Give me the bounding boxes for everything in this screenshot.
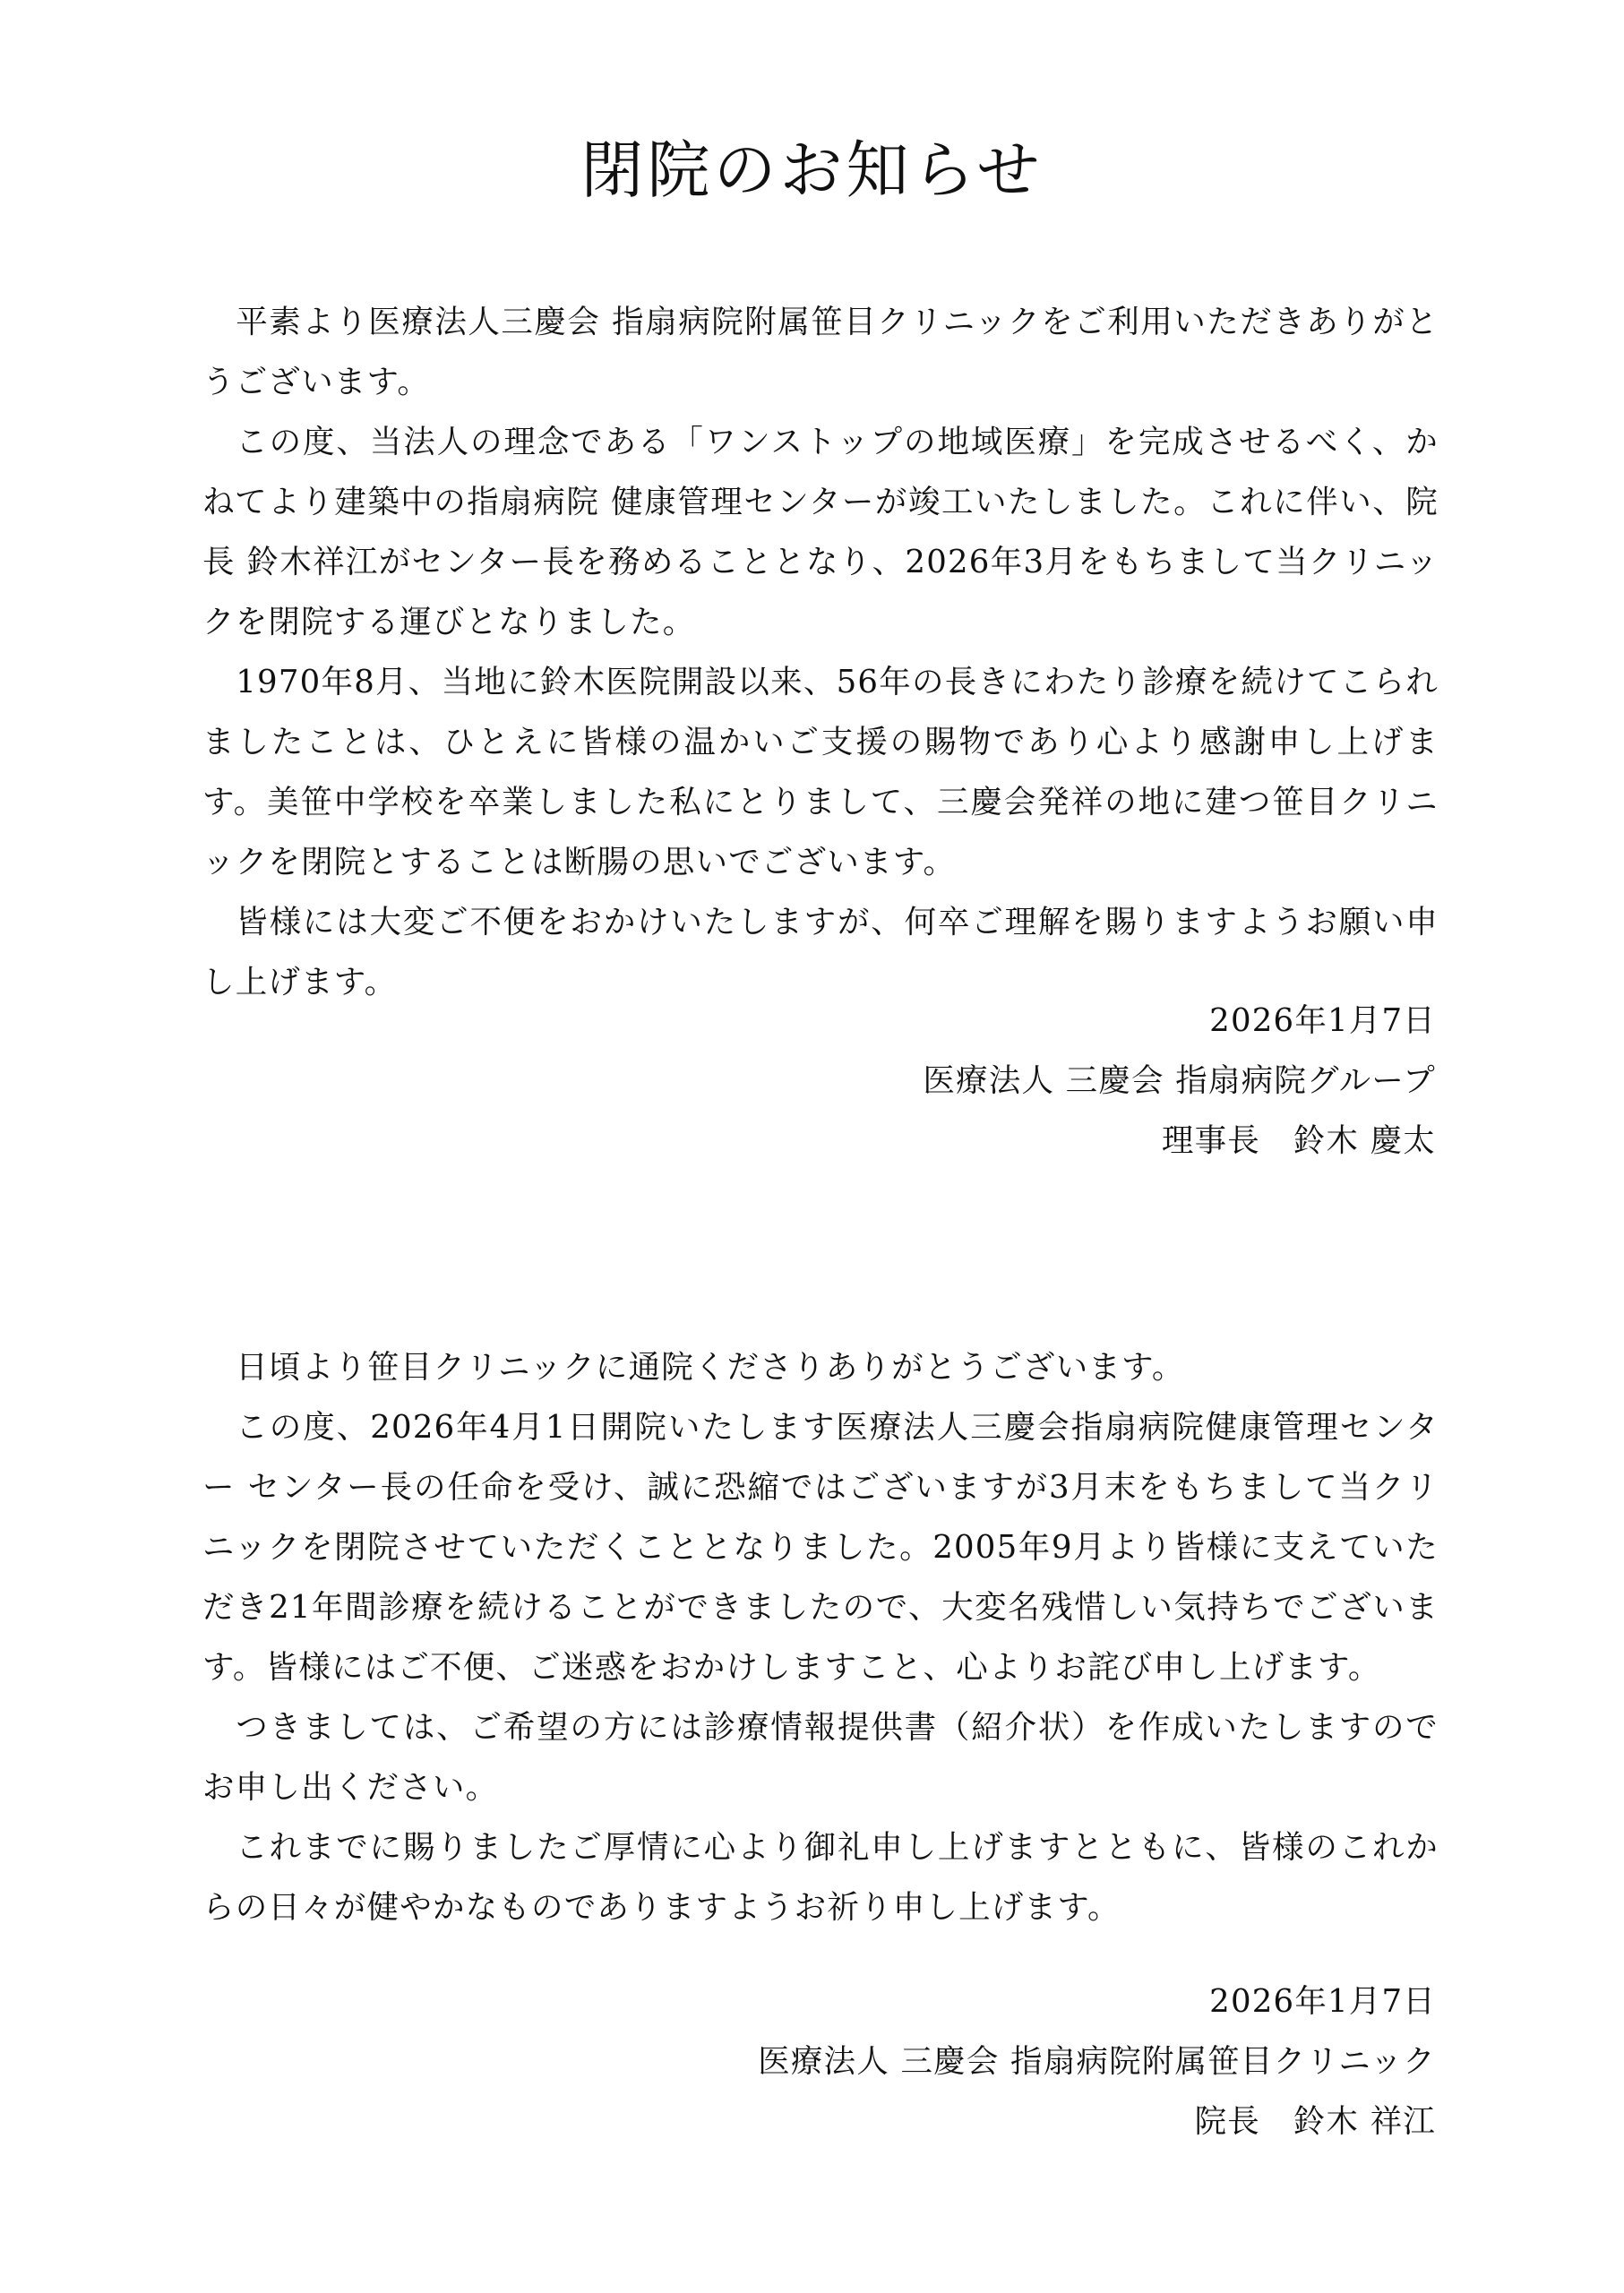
director-signature bbox=[361, 1971, 1436, 2151]
page-title: 閉院のお知らせ bbox=[580, 133, 1044, 207]
signature-date: 2026年1月7日 bbox=[1209, 1002, 1436, 1039]
paragraph: 皆様には大変ご不便をおかけいたしますが、何卒ご理解を賜りますようお願い申し上げます。 bbox=[202, 904, 1439, 1001]
signature-name: 院長 鈴木 祥江 bbox=[1194, 2103, 1436, 2140]
signature-name: 理事長 鈴木 慶太 bbox=[1161, 1122, 1436, 1159]
paragraph: この度、2026年4月1日開院いたします医療法人三慶会指扇病院健康管理センター センター長の任命を受け、誠に恐縮ではございますが3月末をもちまして当クリニックを閉院させていただくこととなりました。2005年9月より皆様に支えていただき21年間診療を続けることができましたので、大変名残惜しい気持ちでございます。皆様にはご不便、ご迷惑をおかけしますこと、心よりお詫び申し上げます。 bbox=[202, 1409, 1439, 1686]
chairman-signature bbox=[361, 991, 1436, 1171]
paragraph: この度、当法人の理念である「ワンストップの地域医療」を完成させるべく、かねてより建築中の指扇病院 健康管理センターが竣工いたしました。これに伴い、院長 鈴木祥江がセンター長を務めることとなり、2026年3月をもちまして当クリニックを閉院する運びとなりました。 bbox=[202, 424, 1439, 640]
paragraph: 日頃より笹目クリニックに通院くださりありがとうございます。 bbox=[236, 1349, 1185, 1386]
signature-organization: 医療法人 三慶会 指扇病院附属笹目クリニック bbox=[758, 2043, 1436, 2080]
paragraph: 1970年8月、当地に鈴木医院開設以来、56年の長きにわたり診療を続けてこられましたことは、ひとえに皆様の温かいご支援の賜物であり心より感謝申し上げます。美笹中学校を卒業しました私にとりまして、三慶会発祥の地に建つ笹目クリニックを閉院とすることは断腸の思いでございます。 bbox=[202, 664, 1439, 880]
paragraph: つきましては、ご希望の方には診療情報提供書（紹介状）を作成いたしますのでお申し出ください。 bbox=[202, 1709, 1439, 1806]
signature-date: 2026年1月7日 bbox=[1209, 1983, 1436, 2020]
paragraph: これまでに賜りましたご厚情に心より御礼申し上げますとともに、皆様のこれからの日々が健やかなものでありますようお祈り申し上げます。 bbox=[202, 1829, 1439, 1926]
chairman-message bbox=[202, 292, 1439, 1012]
paragraph: 平素より医療法人三慶会 指扇病院附属笹目クリニックをご利用いただきありがとうございます。 bbox=[202, 304, 1439, 400]
signature-organization: 医療法人 三慶会 指扇病院グループ bbox=[923, 1062, 1436, 1099]
director-message bbox=[202, 1337, 1439, 1937]
